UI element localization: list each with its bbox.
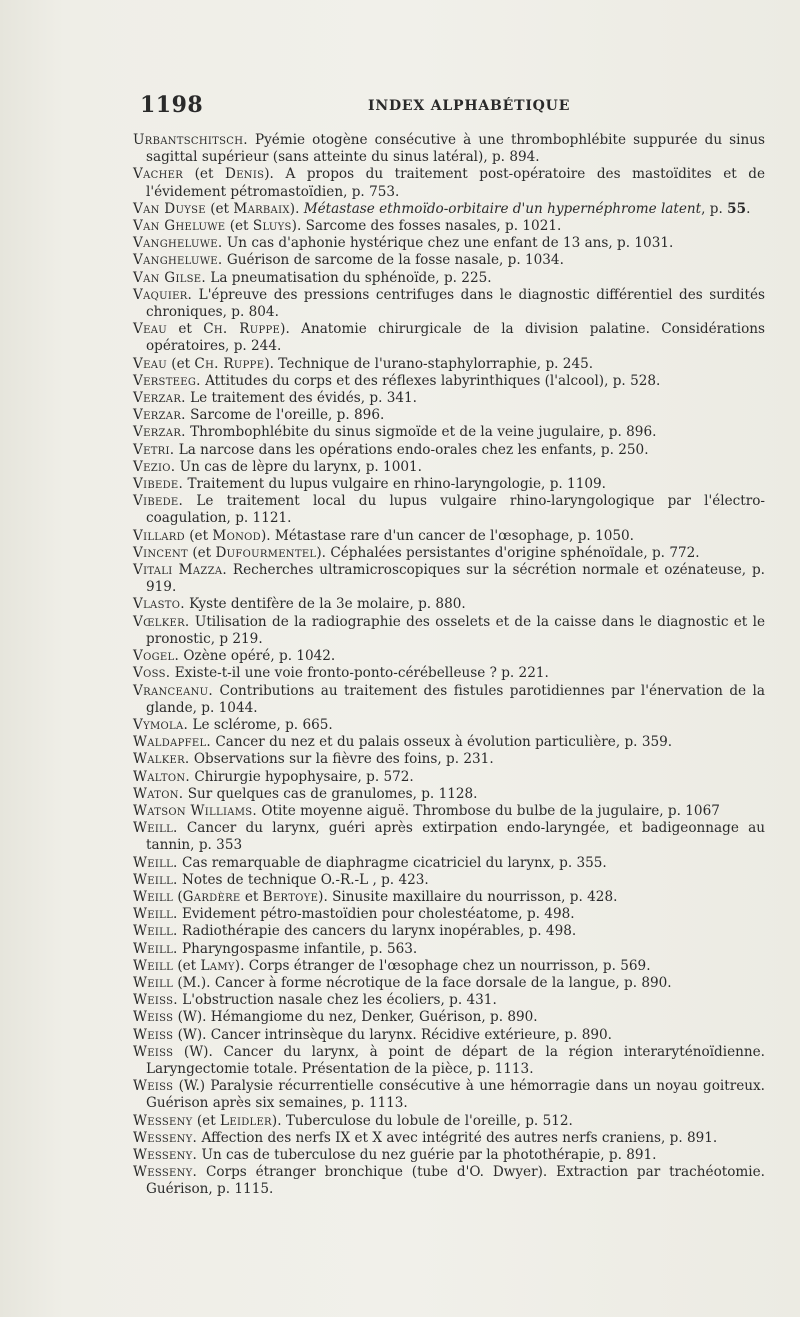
entry-text: La pneumatisation du sphénoïde, p. 225. — [206, 269, 492, 286]
entry-author: Van Gheluwe — [133, 218, 226, 235]
entry-author: Vezio. — [133, 458, 176, 475]
entry-text: Existe-t-il une voie fronto-ponto-cérébelleuse ? p. 221. — [170, 665, 549, 682]
index-entry — [133, 872, 765, 889]
entry-text: ). Corps étranger de l'œsophage chez un nourrisson, p. 569. — [234, 957, 651, 974]
entry-text: Sur quelques cas de granulomes, p. 1128. — [183, 785, 478, 802]
index-entry — [133, 321, 765, 355]
index-entry — [133, 648, 765, 665]
entry-text: ). Anatomie chirurgicale de la division palatine. Considérations opératoires, p. 244. — [146, 321, 765, 355]
entry-author: Vitali Mazza. — [133, 562, 228, 579]
entry-connector: (et — [184, 527, 213, 544]
entry-author: Weiss — [133, 1026, 174, 1043]
entry-text: ). Sinusite maxillaire du nourrisson, p. 428. — [318, 888, 618, 905]
entry-text: Contributions au traitement des fistules parotidiennes par l'énervation de la glande, p. 1044. — [146, 682, 765, 716]
entry-author: Versteeg. — [133, 372, 201, 389]
index-entry — [133, 476, 765, 493]
entry-text: Le traitement local du lupus vulgaire rhino-laryngologique par l'électro-coagulation, p. 1121. — [146, 493, 765, 527]
entry-text: Pharyngospasme infantile, p. 563. — [177, 940, 418, 957]
entry-connector: ( — [173, 888, 183, 905]
index-entry — [133, 493, 765, 527]
entry-text: (W). Cancer intrinsèque du larynx. Récidive extérieure, p. 890. — [173, 1026, 613, 1043]
entry-text: Un cas d'aphonie hystérique chez une enfant de 13 ans, p. 1031. — [222, 235, 674, 252]
entry-text: ). Tuberculose du lobule de l'oreille, p. 512. — [271, 1112, 573, 1129]
index-entry — [133, 614, 765, 648]
index-entry — [133, 596, 765, 613]
index-entry — [133, 373, 765, 390]
entry-connector: (et — [173, 957, 201, 974]
entry-text: La narcose dans les opérations endo-orales chez les enfants, p. 250. — [174, 441, 649, 458]
index-entry — [133, 820, 765, 854]
entry-author: Weill. — [133, 820, 178, 837]
entry-author: Vœlker. — [133, 613, 190, 630]
entry-text: ). A propos du traitement post-opératoire des mastoïdites et de l'évidement pétromastoïdien, p. 753. — [146, 166, 766, 200]
index-entry — [133, 923, 765, 940]
entry-coauthor: Ch. Ruppe — [194, 355, 265, 372]
entry-author: Vibede. — [133, 493, 184, 510]
entry-author: Weill — [133, 888, 174, 905]
entry-author: Walker. — [133, 751, 190, 768]
entry-author: Vetri. — [133, 441, 175, 458]
entry-connector: (et — [225, 218, 253, 235]
entry-author: Weill. — [133, 940, 178, 957]
entry-text: Evidement pétro-mastoïdien pour cholestéatome, p. 498. — [177, 906, 575, 923]
entry-coauthor: Lamy — [200, 957, 235, 974]
index-entry — [133, 717, 765, 734]
index-entry — [133, 751, 765, 768]
index-entry — [133, 407, 765, 424]
entry-author: Van Duyse — [133, 200, 206, 217]
index-entry — [133, 252, 765, 269]
entry-author: Wesseny. — [133, 1164, 198, 1181]
index-entry — [133, 270, 765, 287]
entry-tail: . — [746, 200, 751, 217]
index-entry — [133, 1164, 765, 1198]
index-entry — [133, 562, 765, 596]
entry-author: Vincent — [133, 544, 188, 561]
entry-author: Weill. — [133, 871, 178, 888]
index-entry — [133, 424, 765, 441]
entry-author: Walton. — [133, 768, 191, 785]
entry-author: Voss. — [133, 665, 171, 682]
entry-author: Verzar. — [133, 390, 186, 407]
entry-text: Un cas de tuberculose du nez guérie par la photothérapie, p. 891. — [197, 1146, 657, 1163]
entry-text: Le sclérome, p. 665. — [188, 716, 333, 733]
entry-author: Vacher — [133, 166, 184, 183]
entry-author: Veau — [133, 321, 167, 338]
entry-text: (W.) Paralysie récurrentielle consécutive à une hémorragie dans un noyau goitreux. Guérison après six semaines, p. 1113. — [146, 1078, 765, 1112]
page-number: 1198 — [140, 92, 204, 118]
entry-author: Weiss — [133, 1009, 174, 1026]
entry-text: ). Sarcome des fosses nasales, p. 1021. — [291, 218, 562, 235]
entry-author: Weiss — [133, 1043, 174, 1060]
entry-text: ). Technique de l'urano-staphylorraphie, p. 245. — [264, 355, 594, 372]
entry-text: Un cas de lèpre du larynx, p. 1001. — [175, 458, 422, 475]
entry-text: Traitement du lupus vulgaire en rhino-laryngologie, p. 1109. — [183, 476, 606, 493]
entry-text: L'obstruction nasale chez les écoliers, p. 431. — [177, 992, 497, 1009]
entry-title: Métastase ethmoïdo-orbitaire d'un hypernéphrome latent — [303, 200, 702, 217]
entry-coauthor: Sluys — [252, 218, 292, 235]
entry-text: (W). Cancer du larynx, à point de départ de la région interaryténoïdienne. Laryngectomie totale. Présentation de la pièce, p. 1113. — [146, 1043, 765, 1077]
entry-author: Weill. — [133, 923, 178, 940]
index-entry — [133, 992, 765, 1009]
entry-coauthor: Ch. Ruppe — [203, 321, 281, 338]
index-entry — [133, 665, 765, 682]
index-entry — [133, 1147, 765, 1164]
entry-coauthor: Bertoye — [262, 888, 319, 905]
entry-author: Vibede. — [133, 476, 184, 493]
entry-text: Pyémie otogène consécutive à une thrombophlébite suppurée du sinus sagittal supérieur (sans atteinte du sinus latéral), p. 894. — [146, 132, 765, 166]
index-entry — [133, 218, 765, 235]
index-entry — [133, 1113, 765, 1130]
entry-author: Weill. — [133, 854, 178, 871]
entry-text: Corps étranger bronchique (tube d'O. Dwyer). Extraction par trachéotomie. Guérison, p. 1115. — [146, 1164, 765, 1198]
entry-author: Wesseny. — [133, 1146, 198, 1163]
entry-author: Villard — [133, 527, 185, 544]
entry-author: Weill — [133, 957, 174, 974]
entry-text: Cas remarquable de diaphragme cicatriciel du larynx, p. 355. — [177, 854, 607, 871]
entry-author: Weiss. — [133, 992, 178, 1009]
index-entry — [133, 235, 765, 252]
index-entry — [133, 769, 765, 786]
entry-connector: (et — [205, 200, 234, 217]
entry-author: Weill. — [133, 906, 178, 923]
index-entry — [133, 442, 765, 459]
entry-coauthor: Marbaix — [233, 200, 290, 217]
entry-text: Recherches ultramicroscopiques sur la sécrétion normale et ozénateuse, p. 919. — [146, 562, 765, 596]
index-entry — [133, 855, 765, 872]
entry-page: 55 — [727, 200, 747, 217]
entry-text: Notes de technique O.-R.-L , p. 423. — [177, 871, 429, 888]
entry-text: Kyste dentifère de la 3e molaire, p. 880. — [184, 596, 466, 613]
entry-text: (M.). Cancer à forme nécrotique de la face dorsale de la langue, p. 890. — [173, 974, 672, 991]
entry-text: Attitudes du corps et des réflexes labyrinthiques (l'alcool), p. 528. — [200, 372, 661, 389]
entry-author: Vranceanu. — [133, 682, 213, 699]
index-entry — [133, 1130, 765, 1147]
index-entry — [133, 166, 765, 200]
entry-coauthor: Dufourmentel — [215, 544, 317, 561]
index-entries — [133, 132, 765, 1199]
index-entry — [133, 545, 765, 562]
running-title: INDEX ALPHABÉTIQUE — [368, 98, 571, 114]
index-entry — [133, 1009, 765, 1026]
index-entry — [133, 287, 765, 321]
entry-text: Chirurgie hypophysaire, p. 572. — [190, 768, 414, 785]
index-entry — [133, 1027, 765, 1044]
index-entry — [133, 803, 765, 820]
entry-text: , p. — [701, 200, 728, 217]
index-entry — [133, 356, 765, 373]
entry-text: Thrombophlébite du sinus sigmoïde et de la veine jugulaire, p. 896. — [185, 424, 657, 441]
entry-coauthor: Monod — [212, 527, 261, 544]
entry-author: Vangheluwe. — [133, 235, 223, 252]
entry-author: Van Gilse. — [133, 269, 207, 286]
entry-text: Ozène opéré, p. 1042. — [179, 648, 336, 665]
index-entry — [133, 390, 765, 407]
entry-author: Verzar. — [133, 407, 186, 424]
entry-author: Vlasto. — [133, 596, 185, 613]
entry-author: Vymola. — [133, 716, 189, 733]
entry-author: Verzar. — [133, 424, 186, 441]
entry-text: Utilisation de la radiographie des osselets et de la caisse dans le diagnostic et le pronostic, p 219. — [146, 613, 765, 647]
index-entry — [133, 201, 765, 218]
entry-text: Observations sur la fièvre des foins, p. 231. — [189, 751, 494, 768]
entry-author: Vaquier. — [133, 286, 193, 303]
entry-author: Waldapfel. — [133, 734, 212, 751]
entry-text: Le traitement des évidés, p. 341. — [185, 390, 417, 407]
page-header — [140, 92, 760, 122]
entry-connector: (et — [188, 544, 216, 561]
entry-author: Watson Williams. — [133, 802, 258, 819]
index-entry — [133, 958, 765, 975]
entry-author: Veau — [133, 355, 167, 372]
entry-connector: ). — [289, 200, 304, 217]
index-entry — [133, 975, 765, 992]
index-entry — [133, 528, 765, 545]
entry-connector: et — [240, 888, 263, 905]
entry-text: L'épreuve des pressions centrifuges dans le diagnostic différentiel des surdités chroniques, p. 804. — [146, 286, 765, 321]
index-entry — [133, 683, 765, 717]
index-entry — [133, 906, 765, 923]
index-entry — [133, 734, 765, 751]
entry-author: Waton. — [133, 785, 184, 802]
index-entry — [133, 1078, 765, 1112]
entry-text: Cancer du nez et du palais osseux à évolution particulière, p. 359. — [211, 734, 673, 751]
entry-author: Weiss — [133, 1078, 174, 1095]
entry-text: Cancer du larynx, guéri après extirpation endo-laryngée, et badigeonnage au tannin, p. 353 — [146, 820, 765, 854]
index-entry — [133, 889, 765, 906]
entry-author: Vogel. — [133, 648, 180, 665]
entry-connector: (et — [166, 355, 195, 372]
entry-coauthor: Leidler — [220, 1112, 272, 1129]
entry-text: ). Céphalées persistantes d'origine sphénoïdale, p. 772. — [316, 544, 700, 561]
index-entry — [133, 941, 765, 958]
entry-author: Urbantschitsch. — [133, 132, 248, 148]
entry-text: (W). Hémangiome du nez, Denker, Guérison, p. 890. — [173, 1009, 538, 1026]
entry-connector: (et — [192, 1112, 221, 1129]
entry-text: Affection des nerfs IX et X avec intégrité des autres nerfs craniens, p. 891. — [197, 1129, 718, 1146]
entry-connector: (et — [183, 166, 225, 183]
entry-text: Radiothérapie des cancers du larynx inopérables, p. 498. — [177, 923, 577, 940]
entry-text: ). Métastase rare d'un cancer de l'œsophage, p. 1050. — [260, 527, 634, 544]
entry-author: Wesseny — [133, 1112, 193, 1129]
entry-author: Vangheluwe. — [133, 252, 223, 269]
index-entry — [133, 132, 765, 166]
entry-connector: et — [166, 321, 204, 338]
entry-coauthor: Denis — [225, 166, 265, 183]
entry-text: Sarcome de l'oreille, p. 896. — [185, 407, 385, 424]
entry-author: Wesseny. — [133, 1129, 198, 1146]
entry-coauthor: Gardère — [182, 888, 241, 905]
index-entry — [133, 459, 765, 476]
entry-text: Guérison de sarcome de la fosse nasale, p. 1034. — [222, 252, 564, 269]
index-entry — [133, 1044, 765, 1078]
entry-author: Weill — [133, 974, 174, 991]
index-entry — [133, 786, 765, 803]
entry-text: Otite moyenne aiguë. Thrombose du bulbe de la jugulaire, p. 1067 — [257, 802, 720, 819]
